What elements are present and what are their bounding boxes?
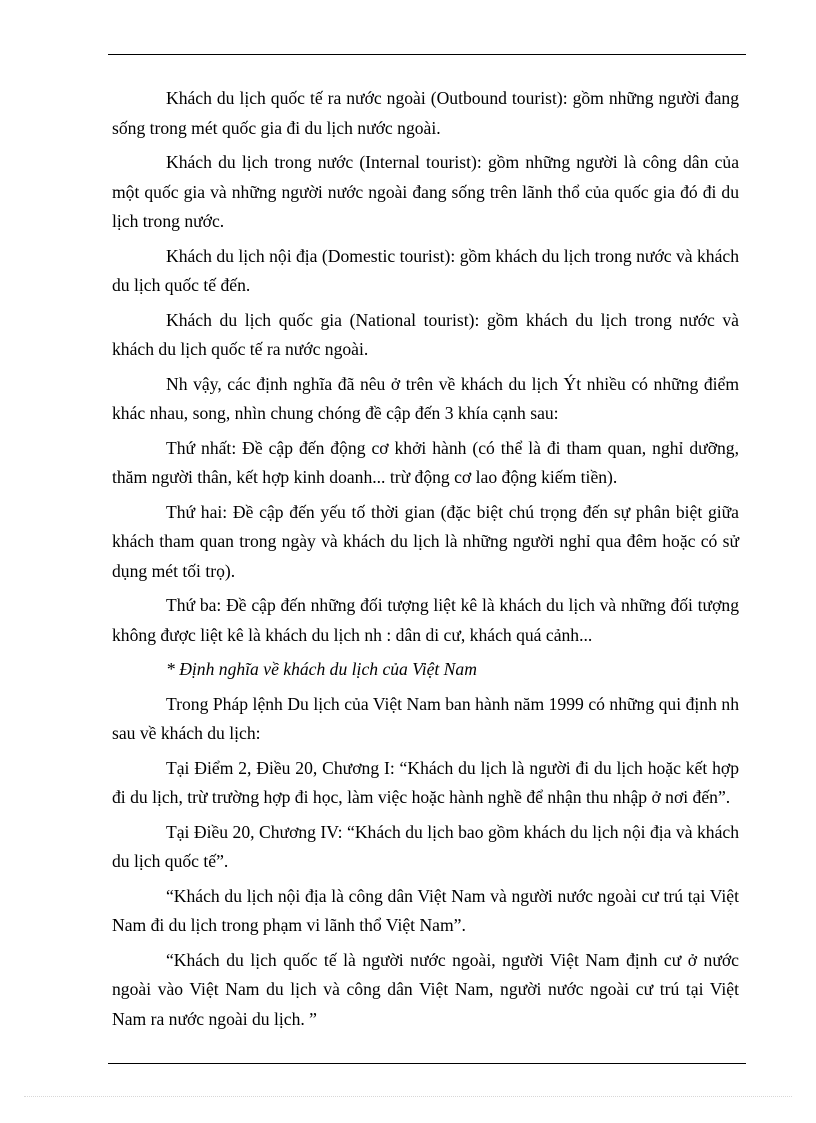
footer-rule bbox=[108, 1063, 746, 1064]
document-body bbox=[112, 84, 739, 1039]
paragraph-third-aspect: Thứ ba: Đề cập đến những đối tượng liệt kê là khách du lịch và những đối tượng không được liệt kê là khách du lịch nh : dân di cư, khách quá cảnh... bbox=[112, 595, 739, 645]
paragraph-domestic-tourist: Khách du lịch nội địa (Domestic tourist): gồm khách du lịch trong nước và khách du lịch quốc tế đến. bbox=[112, 245, 739, 295]
paragraph-second-aspect: Thứ hai: Đề cập đến yếu tố thời gian (đặc biệt chú trọng đến sự phân biệt giữa khách tham quan trong ngày và khách du lịch là những người nghỉ qua đêm hoặc có sử dụng mét tối trọ). bbox=[112, 501, 739, 581]
paragraph-domestic-definition: “Khách du lịch nội địa là công dân Việt Nam và người nước ngoài cư trú tại Việt Nam đi du lịch trong phạm vi lãnh thổ Việt Nam”. bbox=[112, 885, 739, 935]
section-heading-vietnam-definition: * Định nghĩa về khách du lịch của Việt Nam bbox=[166, 659, 477, 679]
paragraph-national-tourist: Khách du lịch quốc gia (National tourist): gồm khách du lịch trong nước và khách du lịch quốc tế ra nước ngoài. bbox=[112, 309, 739, 359]
paragraph-international-definition: “Khách du lịch quốc tế là người nước ngoài, người Việt Nam định cư ở nước ngoài vào Việt Nam du lịch và công dân Việt Nam, người nước ngoài cư trú tại Việt Nam ra nước ngoài du lịch. ” bbox=[112, 949, 739, 1029]
paragraph-first-aspect: Thứ nhất: Đề cập đến động cơ khởi hành (có thể là đi tham quan, nghỉ dưỡng, thăm người thân, kết hợp kinh doanh... trừ động cơ lao động kiếm tiền). bbox=[112, 437, 739, 487]
paragraph-article-20-chapter-4: Tại Điều 20, Chương IV: “Khách du lịch bao gồm khách du lịch nội địa và khách du lịch quốc tế”. bbox=[112, 821, 739, 871]
page-boundary bbox=[24, 1096, 792, 1097]
paragraph-ordinance-intro: Trong Pháp lệnh Du lịch của Việt Nam ban hành năm 1999 có những qui định nh sau về khách du lịch: bbox=[112, 693, 739, 743]
paragraph-summary: Nh vậy, các định nghĩa đã nêu ở trên về khách du lịch Ýt nhiều có những điểm khác nhau, song, nhìn chung chóng đề cập đến 3 khía cạnh sau: bbox=[112, 373, 739, 423]
paragraph-outbound-tourist: Khách du lịch quốc tế ra nước ngoài (Outbound tourist): gồm những người đang sống trong mét quốc gia đi du lịch nước ngoài. bbox=[112, 88, 739, 138]
paragraph-internal-tourist: Khách du lịch trong nước (Internal tourist): gồm những người là công dân của một quốc gia và những người nước ngoài đang sống trên lãnh thổ của quốc gia đó đi du lịch trong nước. bbox=[112, 152, 739, 231]
header-rule bbox=[108, 54, 746, 55]
paragraph-article-20-chapter-1: Tại Điểm 2, Điều 20, Chương I: “Khách du lịch là người đi du lịch hoặc kết hợp đi du lịch, trừ trường hợp đi học, làm việc hoặc hành nghề để nhận thu nhập ở nơi đến”. bbox=[112, 757, 739, 807]
